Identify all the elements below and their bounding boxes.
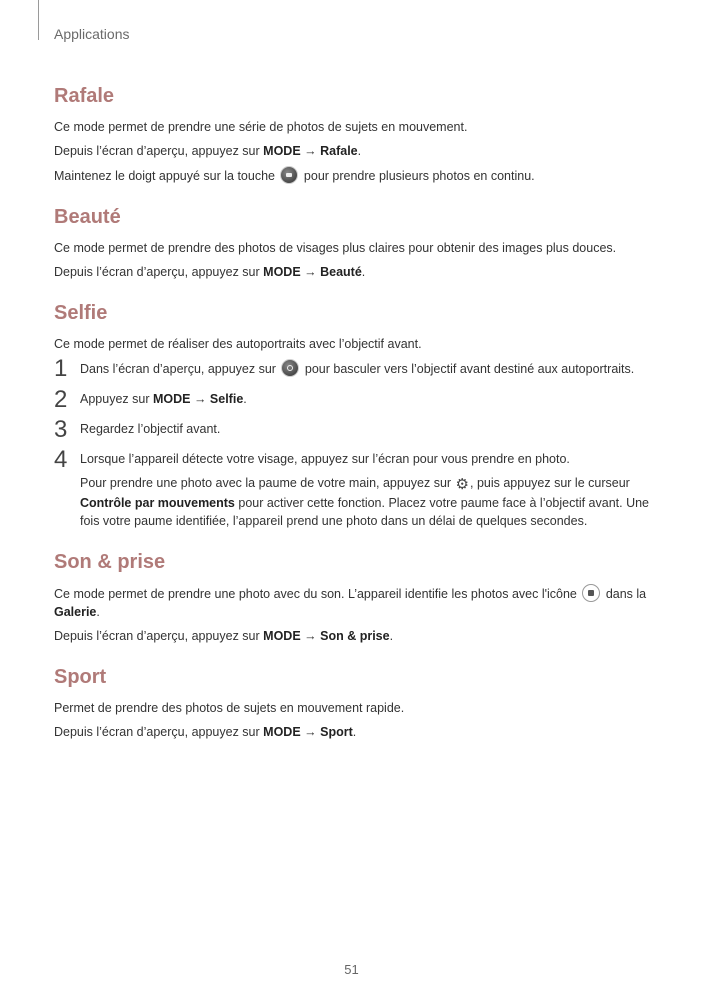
section-title-son-prise: Son & prise [54, 551, 166, 573]
step-subtext [80, 474, 664, 530]
mode-label: MODE [263, 265, 301, 279]
text: . [389, 629, 394, 643]
step-text [80, 359, 664, 378]
section-son-prise [54, 550, 664, 645]
beaute-description: Ce mode permet de prendre des photos de visages plus claires pour obtenir des images plus douces. [54, 241, 617, 255]
section-beaute [54, 205, 664, 281]
step-text: Lorsque l’appareil détecte votre visage, appuyez sur l’écran pour vous prendre en photo. [80, 452, 570, 466]
step-text [80, 390, 664, 408]
arrow: → [300, 725, 321, 739]
step-text: Regardez l’objectif avant. [80, 422, 221, 436]
step-number: 4 [54, 446, 68, 473]
selfie-steps [54, 355, 664, 530]
text: pour activer cette fonction. Placez votre paume face à l’objectif avant. Une fois votre paume identifiée, l’appareil prend une photo dans un délai de quelques secondes. [80, 496, 650, 528]
text: . [361, 265, 366, 279]
switch-camera-icon [281, 359, 299, 377]
mode-target: Son & prise [320, 629, 390, 643]
text: , puis appuyez sur le curseur [470, 476, 630, 490]
text: Depuis l’écran d’aperçu, appuyez sur [54, 629, 264, 643]
text: Depuis l’écran d’aperçu, appuyez sur [54, 265, 264, 279]
arrow: → [300, 144, 321, 158]
gear-icon: ⚙ [455, 476, 469, 493]
son-description [54, 584, 664, 621]
mode-target: Sport [320, 725, 353, 739]
mode-label: MODE [263, 144, 301, 158]
text: Maintenez le doigt appuyé sur la touche [54, 169, 279, 183]
rafale-instruction [54, 142, 664, 160]
header-rule [38, 0, 39, 40]
arrow: → [190, 392, 210, 406]
text: pour basculer vers l’objectif avant destiné aux autoportraits. [301, 362, 635, 376]
header-title: Applications [54, 26, 130, 42]
setting-name: Contrôle par mouvements [80, 496, 235, 510]
camera-shutter-icon [280, 166, 298, 184]
text: Appuyez sur [80, 392, 153, 406]
text: Pour prendre une photo avec la paume de votre main, appuyez sur [80, 476, 455, 490]
mode-label: MODE [263, 725, 301, 739]
text: Dans l’écran d’aperçu, appuyez sur [80, 362, 280, 376]
section-title-rafale: Rafale [54, 85, 115, 107]
sport-instruction [54, 723, 664, 741]
arrow: → [300, 265, 321, 279]
mode-target: Selfie [209, 392, 244, 406]
text: dans la [602, 587, 647, 601]
step-2 [54, 386, 664, 413]
step-number: 1 [54, 355, 68, 382]
mode-label: MODE [152, 392, 191, 406]
text: pour prendre plusieurs photos en continu. [300, 169, 535, 183]
mode-target: Rafale [320, 144, 358, 158]
section-title-selfie: Selfie [54, 302, 108, 324]
beaute-instruction [54, 263, 664, 281]
son-instruction [54, 627, 664, 645]
step-number: 3 [54, 416, 68, 443]
rafale-hold-instruction [54, 166, 664, 185]
section-title-beaute: Beauté [54, 206, 121, 228]
sound-shot-icon [582, 584, 600, 602]
text: Ce mode permet de prendre une photo avec du son. L’appareil identifie les photos avec l'icône [54, 587, 581, 601]
text: . [352, 725, 357, 739]
section-title-sport: Sport [54, 666, 107, 688]
text: Depuis l’écran d’aperçu, appuyez sur [54, 725, 264, 739]
step-4 [54, 446, 664, 530]
rafale-description: Ce mode permet de prendre une série de photos de sujets en mouvement. [54, 120, 468, 134]
text: . [357, 144, 362, 158]
page-content [54, 84, 664, 761]
mode-target: Beauté [320, 265, 362, 279]
sport-description: Permet de prendre des photos de sujets en mouvement rapide. [54, 701, 405, 715]
step-number: 2 [54, 386, 68, 413]
section-sport [54, 665, 664, 741]
text: Depuis l’écran d’aperçu, appuyez sur [54, 144, 264, 158]
section-selfie [54, 301, 664, 530]
text: . [243, 392, 247, 406]
selfie-description: Ce mode permet de réaliser des autoportraits avec l’objectif avant. [54, 337, 422, 351]
app-name: Galerie [54, 605, 97, 619]
text: . [96, 605, 100, 619]
step-1 [54, 355, 664, 382]
mode-label: MODE [263, 629, 301, 643]
page-number: 51 [344, 962, 359, 977]
section-rafale [54, 84, 664, 185]
arrow: → [300, 629, 321, 643]
step-3 [54, 416, 664, 443]
